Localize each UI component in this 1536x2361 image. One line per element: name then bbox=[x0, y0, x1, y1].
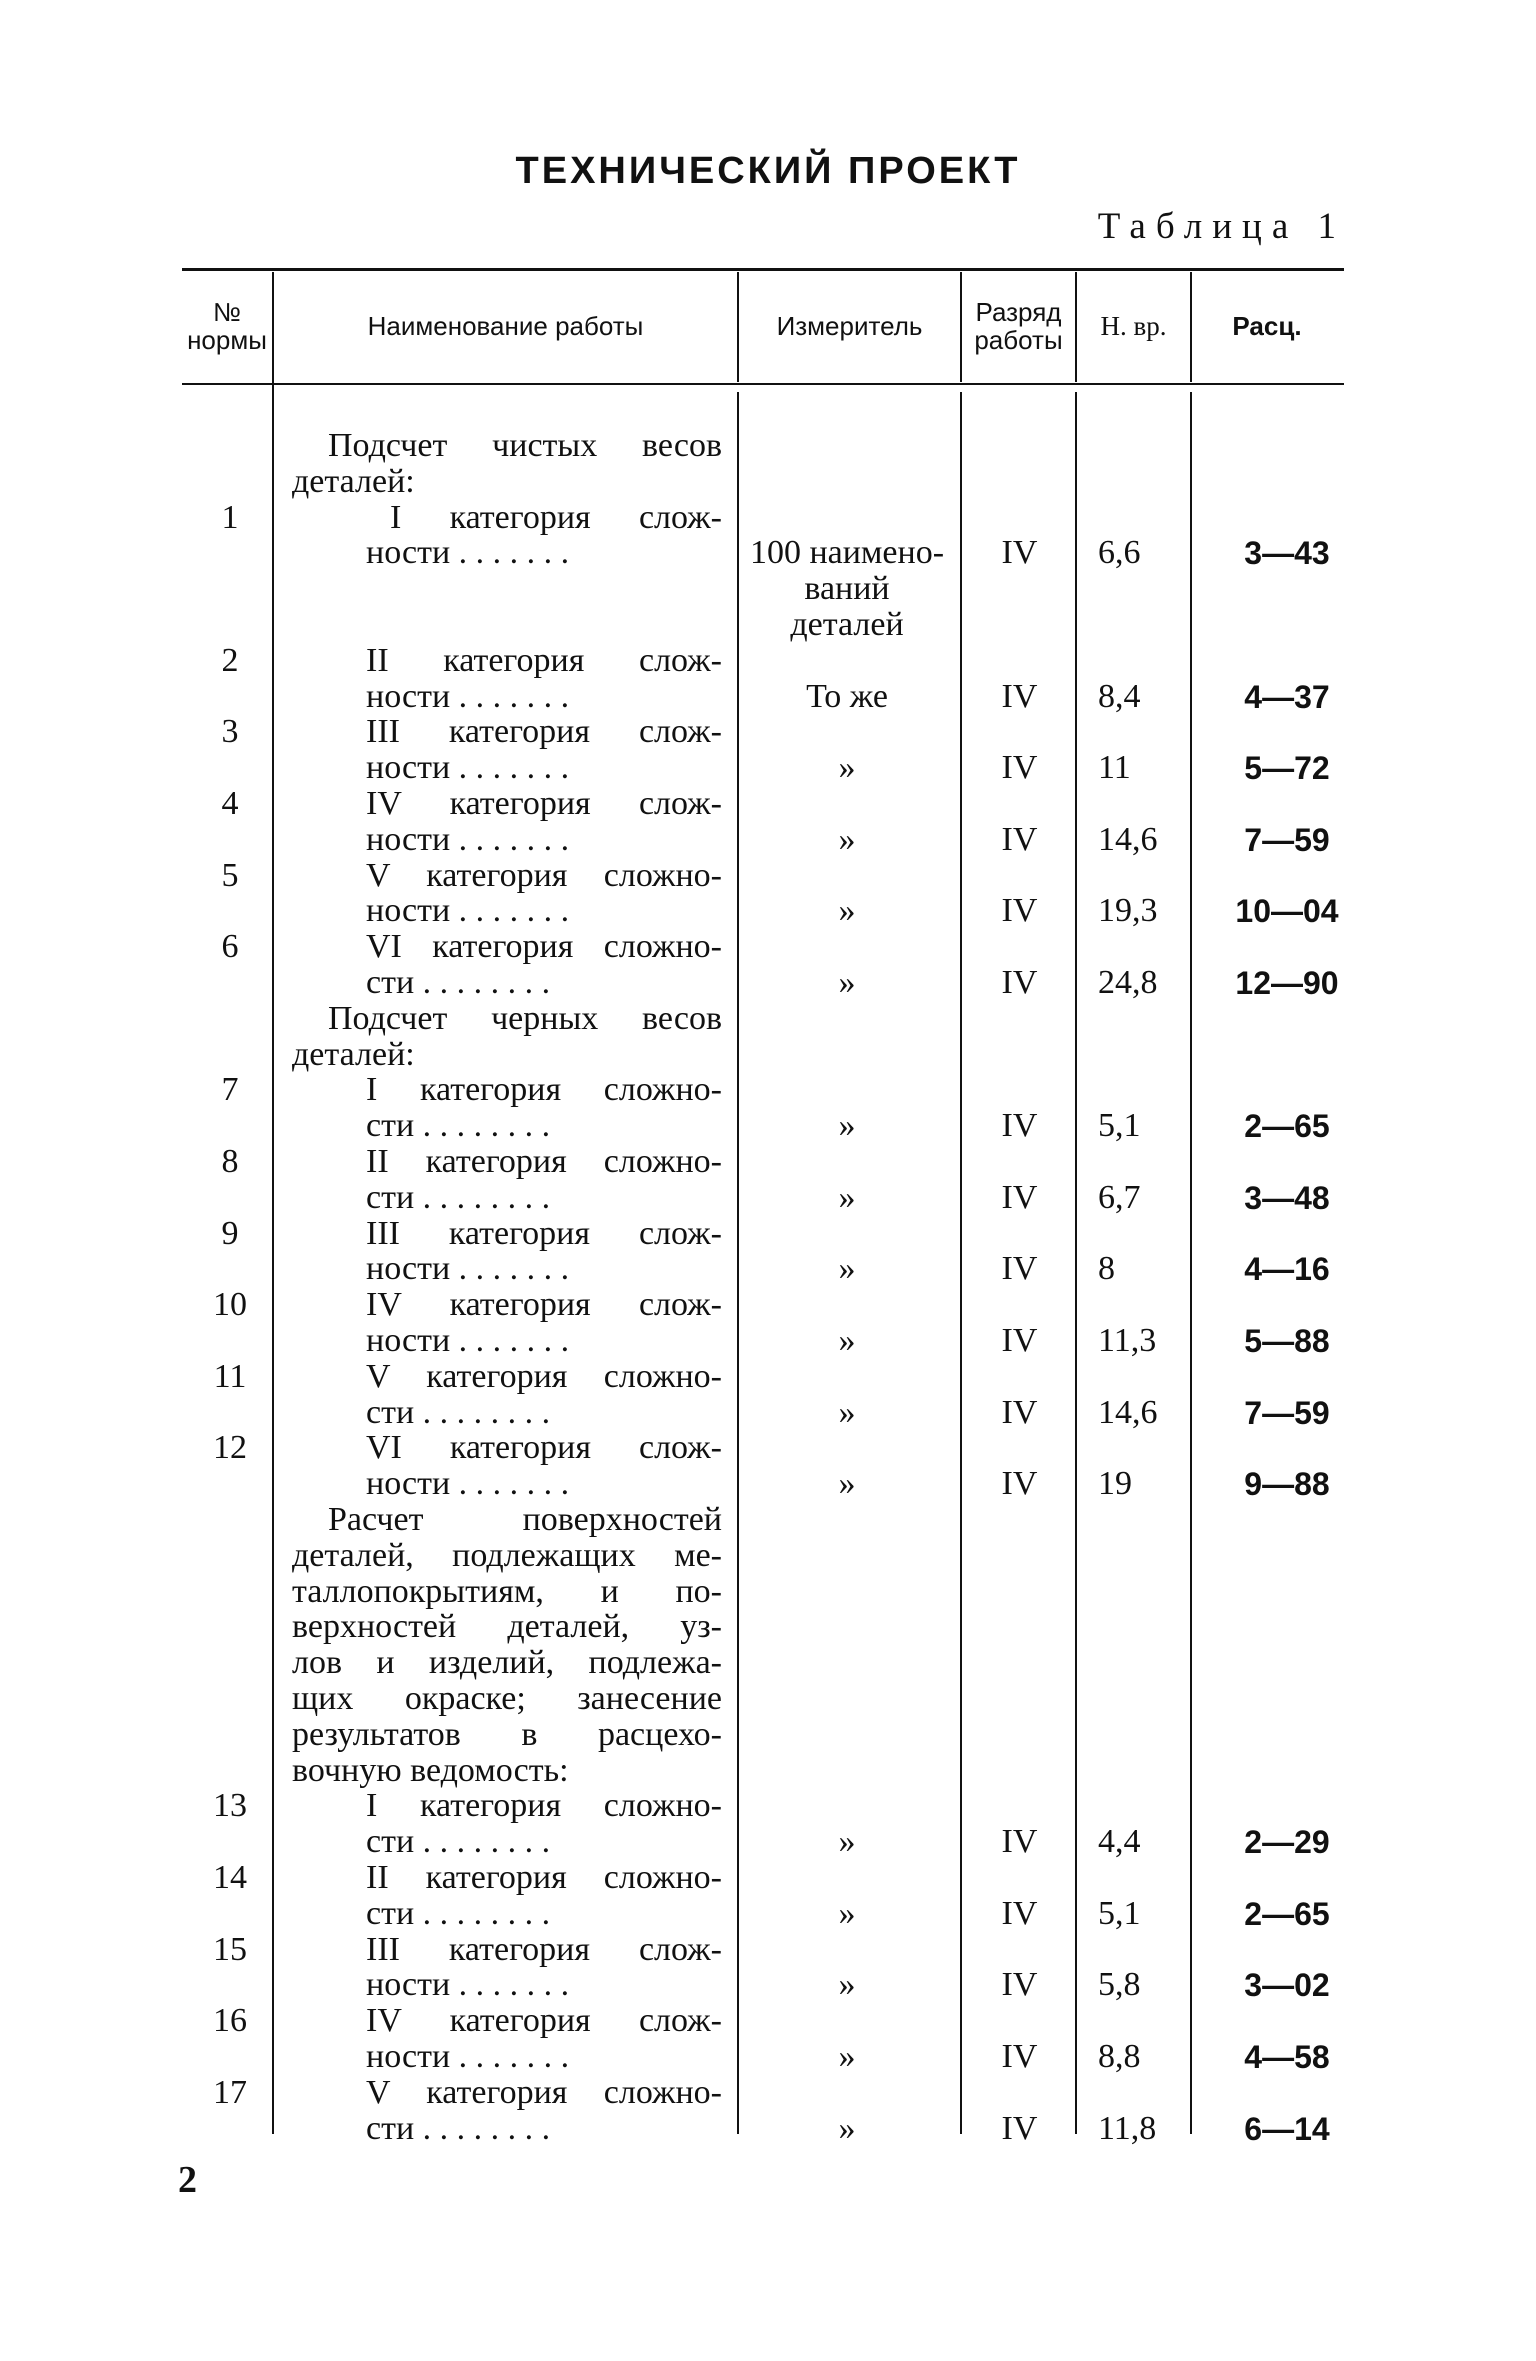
rate: 5—88 bbox=[1244, 1323, 1330, 1359]
work-grade: IV bbox=[1001, 1393, 1038, 1431]
work-name-cont: сти . . . . . . . . bbox=[366, 1895, 551, 1932]
work-name-cont: сти . . . . . . . . bbox=[366, 2110, 551, 2147]
rate: 10—04 bbox=[1235, 893, 1339, 930]
norm-number: 1 bbox=[221, 498, 239, 536]
norm-time: 8,4 bbox=[1098, 677, 1141, 715]
work-name-cont: сти . . . . . . . . bbox=[366, 1179, 551, 1216]
rate: 3—02 bbox=[1244, 1967, 1330, 2004]
section-heading-line: таллопокрытиям, и по- bbox=[292, 1572, 722, 1610]
unit-of-measure-cont: деталей bbox=[790, 606, 904, 643]
work-name-cont: ности . . . . . . . bbox=[366, 1466, 570, 1503]
work-name: IV категория слож- bbox=[366, 785, 722, 822]
norm-time: 8 bbox=[1098, 1250, 1115, 1288]
norm-time: 19 bbox=[1098, 1465, 1132, 1503]
norm-number: 10 bbox=[213, 1286, 247, 1324]
unit-of-measure: То же bbox=[806, 677, 888, 715]
work-name-cont: сти . . . . . . . . bbox=[366, 1824, 551, 1861]
column-divider bbox=[1190, 392, 1192, 2134]
section-heading-line: Подсчет чистых весов bbox=[328, 427, 722, 464]
norm-number: 16 bbox=[213, 2002, 247, 2040]
norm-time: 5,8 bbox=[1098, 1966, 1141, 2004]
work-name: III категория слож- bbox=[366, 1930, 722, 1968]
table-top-rule bbox=[182, 268, 1344, 271]
work-grade: IV bbox=[1001, 1894, 1038, 1932]
work-grade: IV bbox=[1001, 1966, 1038, 2004]
work-grade: IV bbox=[1001, 1823, 1038, 1861]
section-heading-line: щих окраске; занесение bbox=[292, 1680, 722, 1717]
norm-number: 7 bbox=[221, 1071, 239, 1109]
table-header-rule bbox=[182, 383, 1344, 385]
norm-time: 11,8 bbox=[1098, 2109, 1157, 2147]
norm-time: 11 bbox=[1098, 749, 1131, 787]
work-name: III категория слож- bbox=[366, 713, 722, 751]
work-name: II категория слож- bbox=[366, 641, 722, 679]
norm-number: 6 bbox=[221, 928, 239, 966]
section-heading-line: деталей: bbox=[292, 462, 415, 500]
unit-of-measure: » bbox=[838, 1250, 856, 1288]
work-grade: IV bbox=[1001, 677, 1038, 715]
work-name: I категория слож- bbox=[390, 498, 722, 536]
work-name: I категория сложно- bbox=[366, 1787, 722, 1825]
work-name-cont: ности . . . . . . . bbox=[366, 535, 570, 572]
work-grade: IV bbox=[1001, 1107, 1038, 1145]
rate: 5—72 bbox=[1244, 750, 1330, 787]
work-name-cont: ности . . . . . . . bbox=[366, 2039, 570, 2075]
rate: 12—90 bbox=[1235, 965, 1339, 1001]
unit-of-measure: » bbox=[838, 1322, 856, 1359]
work-name: I категория сложно- bbox=[366, 1071, 722, 1109]
work-grade: IV bbox=[1001, 749, 1038, 787]
rate: 7—59 bbox=[1244, 821, 1330, 858]
col-header-no: № нормы bbox=[187, 297, 267, 355]
column-divider bbox=[737, 392, 739, 2134]
unit-of-measure: » bbox=[838, 1393, 856, 1431]
work-name: VI категория слож- bbox=[366, 1429, 722, 1467]
work-name: V категория сложно- bbox=[366, 2073, 722, 2111]
norm-number: 17 bbox=[213, 2073, 247, 2111]
work-grade: IV bbox=[1001, 534, 1038, 572]
col-header-time: Н. вр. bbox=[1100, 311, 1167, 341]
work-grade: IV bbox=[1001, 820, 1038, 858]
work-grade: IV bbox=[1001, 1465, 1038, 1503]
unit-of-measure: » bbox=[838, 1107, 856, 1145]
section-heading-line: деталей, подлежащих ме- bbox=[292, 1536, 722, 1574]
work-name: IV категория слож- bbox=[366, 1286, 722, 1324]
work-grade: IV bbox=[1001, 1178, 1038, 1216]
unit-of-measure: » bbox=[838, 1894, 856, 1932]
work-name-cont: ности . . . . . . . bbox=[366, 1323, 570, 1359]
section-heading-line: лов и изделий, подлежа- bbox=[292, 1644, 722, 1682]
work-name-cont: ности . . . . . . . bbox=[366, 1251, 570, 1288]
rate: 2—65 bbox=[1244, 1108, 1330, 1145]
work-grade: IV bbox=[1001, 1322, 1038, 1359]
norm-number: 4 bbox=[221, 785, 239, 822]
unit-of-measure: » bbox=[838, 1178, 856, 1216]
unit-of-measure: 100 наимено- bbox=[749, 534, 945, 572]
unit-of-measure-cont: ваний bbox=[804, 570, 890, 608]
norm-time: 14,6 bbox=[1098, 820, 1158, 858]
unit-of-measure: » bbox=[838, 2038, 856, 2075]
norm-time: 6,7 bbox=[1098, 1178, 1141, 1216]
section-heading-line: Подсчет черных весов bbox=[328, 999, 722, 1037]
work-name: II категория сложно- bbox=[366, 1143, 722, 1180]
rate: 7—59 bbox=[1244, 1394, 1330, 1431]
rate: 3—43 bbox=[1244, 535, 1330, 572]
work-grade: IV bbox=[1001, 1250, 1038, 1288]
work-name: IV категория слож- bbox=[366, 2002, 722, 2040]
work-name: V категория сложно- bbox=[366, 856, 722, 894]
norm-number: 11 bbox=[213, 1357, 247, 1395]
rate: 9—88 bbox=[1244, 1466, 1330, 1503]
norm-number: 15 bbox=[213, 1930, 247, 1968]
norm-time: 6,6 bbox=[1098, 534, 1141, 572]
norm-time: 5,1 bbox=[1098, 1894, 1141, 1932]
work-name: V категория сложно- bbox=[366, 1357, 722, 1395]
rate: 4—58 bbox=[1244, 2039, 1330, 2075]
work-name-cont: ности . . . . . . . bbox=[366, 678, 570, 715]
rate: 4—37 bbox=[1244, 678, 1330, 715]
norm-number: 2 bbox=[221, 641, 239, 679]
work-name-cont: ности . . . . . . . bbox=[366, 821, 570, 858]
col-header-rate: Расц. bbox=[1232, 311, 1302, 341]
work-name: VI категория сложно- bbox=[366, 928, 722, 966]
norm-number: 3 bbox=[221, 713, 239, 751]
norm-number: 9 bbox=[221, 1214, 239, 1252]
norm-time: 24,8 bbox=[1098, 964, 1158, 1001]
table-caption: Таблица 1 bbox=[1097, 206, 1346, 247]
section-heading-line: результатов в расцехо- bbox=[292, 1715, 722, 1753]
norm-time: 4,4 bbox=[1098, 1823, 1141, 1861]
unit-of-measure: » bbox=[838, 820, 856, 858]
rate: 2—65 bbox=[1244, 1895, 1330, 1932]
unit-of-measure: » bbox=[838, 1966, 856, 2004]
rate: 6—14 bbox=[1244, 2110, 1330, 2147]
unit-of-measure: » bbox=[838, 749, 856, 787]
work-name-cont: сти . . . . . . . . bbox=[366, 1394, 551, 1431]
section-heading-line: деталей: bbox=[292, 1035, 415, 1073]
rate: 3—48 bbox=[1244, 1179, 1330, 1216]
unit-of-measure: » bbox=[838, 2109, 856, 2147]
norm-number: 14 bbox=[213, 1859, 247, 1896]
page-title: ТЕХНИЧЕСКИЙ ПРОЕКТ bbox=[515, 150, 1021, 192]
work-grade: IV bbox=[1001, 964, 1038, 1001]
section-heading-line: вочную ведомость: bbox=[292, 1751, 569, 1789]
norm-time: 8,8 bbox=[1098, 2038, 1141, 2075]
norm-number: 12 bbox=[213, 1429, 247, 1467]
norm-time: 5,1 bbox=[1098, 1107, 1141, 1145]
work-name: III категория слож- bbox=[366, 1214, 722, 1252]
norm-number: 5 bbox=[221, 856, 239, 894]
norm-time: 19,3 bbox=[1098, 892, 1158, 930]
norm-time: 14,6 bbox=[1098, 1393, 1158, 1431]
unit-of-measure: » bbox=[838, 1465, 856, 1503]
page-number: 2 bbox=[178, 2159, 197, 2201]
rate: 2—29 bbox=[1244, 1824, 1330, 1861]
unit-of-measure: » bbox=[838, 892, 856, 930]
work-name-cont: ности . . . . . . . bbox=[366, 1967, 570, 2004]
work-name-cont: сти . . . . . . . . bbox=[366, 965, 551, 1001]
section-heading-line: верхностей деталей, уз- bbox=[292, 1608, 722, 1646]
col-header-name: Наименование работы bbox=[367, 311, 644, 341]
work-name-cont: ности . . . . . . . bbox=[366, 893, 570, 930]
norm-number: 8 bbox=[221, 1143, 239, 1180]
work-grade: IV bbox=[1001, 892, 1038, 930]
col-header-unit: Измеритель bbox=[776, 311, 923, 341]
section-heading-line: Расчет поверхностей bbox=[328, 1501, 722, 1538]
norm-number: 13 bbox=[213, 1787, 247, 1825]
work-name: II категория сложно- bbox=[366, 1859, 722, 1896]
unit-of-measure: » bbox=[838, 1823, 856, 1861]
work-name-cont: ности . . . . . . . bbox=[366, 750, 570, 787]
work-grade: IV bbox=[1001, 2109, 1038, 2147]
work-name-cont: сти . . . . . . . . bbox=[366, 1108, 551, 1145]
col-header-grade: Разряд работы bbox=[974, 297, 1063, 355]
rate: 4—16 bbox=[1244, 1251, 1330, 1288]
work-grade: IV bbox=[1001, 2038, 1038, 2075]
unit-of-measure: » bbox=[838, 964, 856, 1001]
norm-time: 11,3 bbox=[1098, 1322, 1157, 1359]
